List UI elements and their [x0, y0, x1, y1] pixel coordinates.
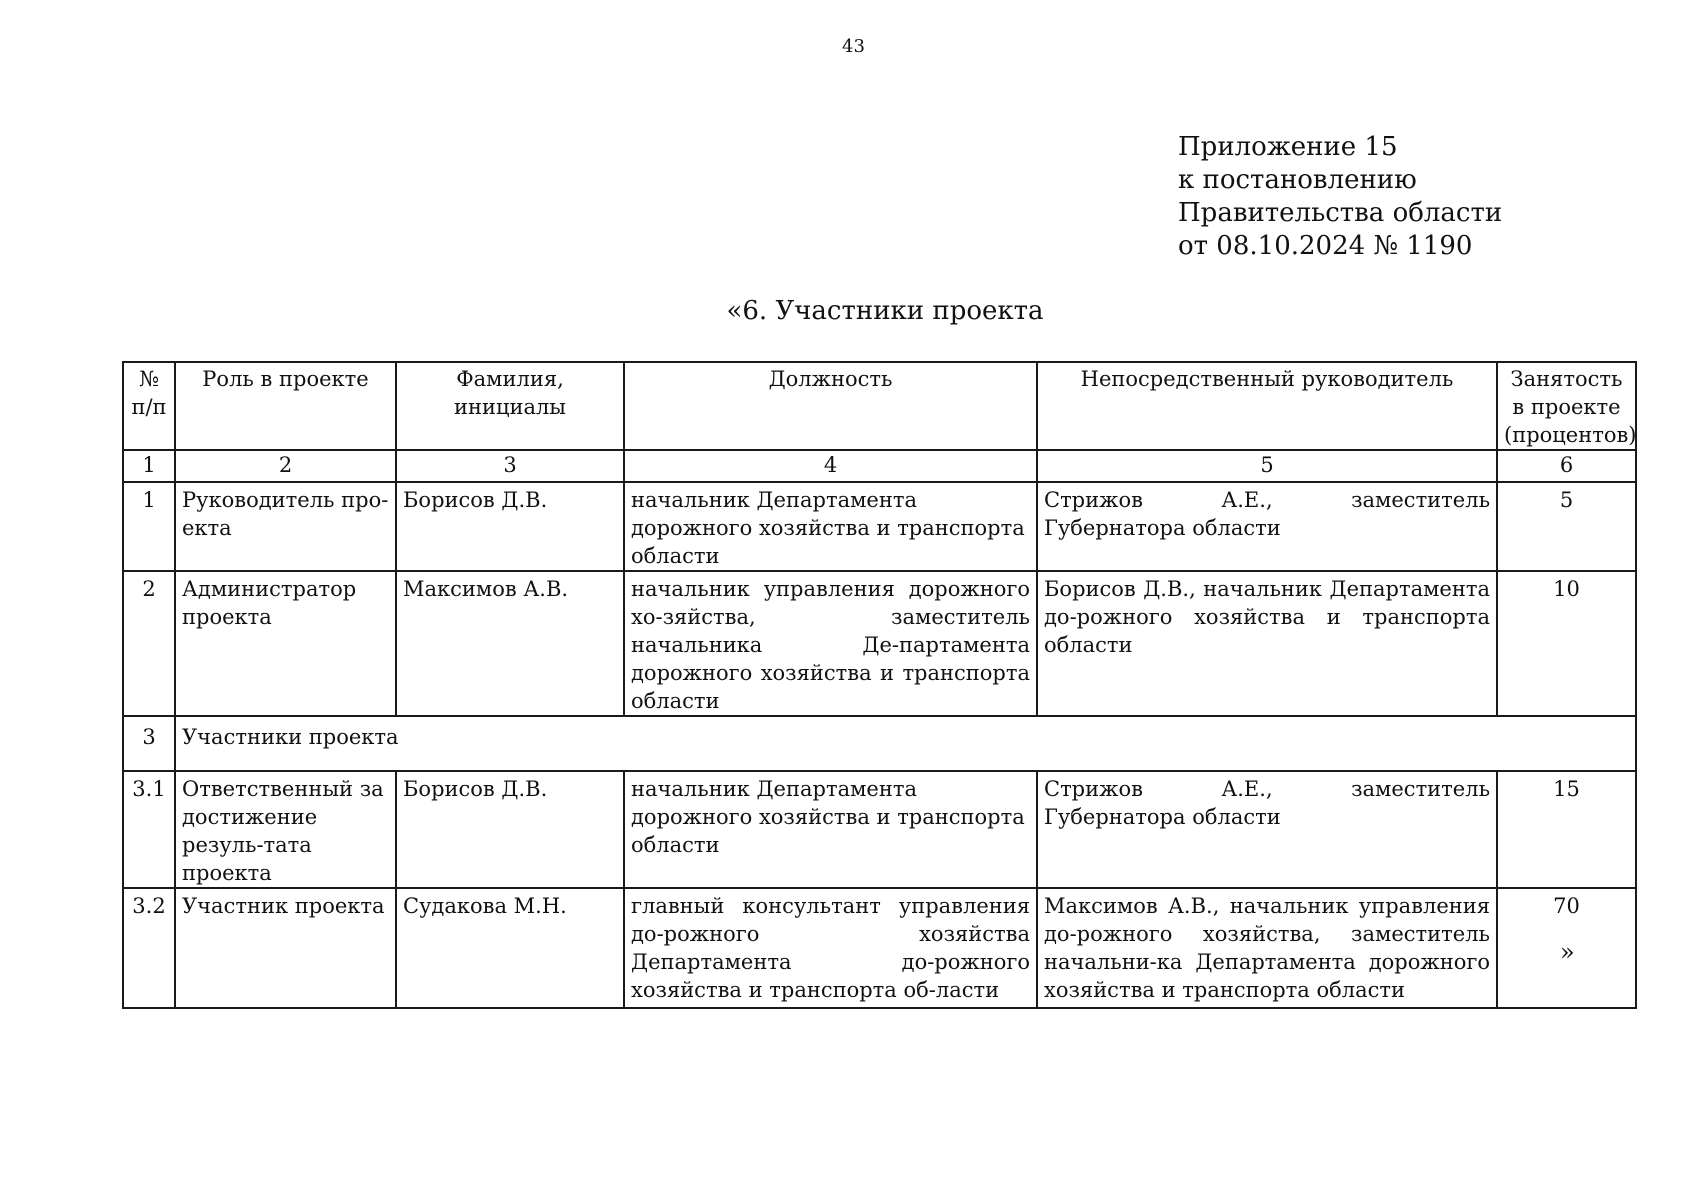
column-number: 5: [1037, 450, 1497, 482]
header-num: № п/п: [123, 362, 175, 450]
row-name: Борисов Д.В.: [396, 771, 624, 888]
row-role: Участник проекта: [175, 888, 396, 1008]
column-number: 3: [396, 450, 624, 482]
row-supervisor: Борисов Д.В., начальник Департамента до-рожного хозяйства и транспорта области: [1037, 571, 1497, 716]
row-position: начальник Департамента дорожного хозяйства и транспорта области: [624, 771, 1037, 888]
column-number: 1: [123, 450, 175, 482]
column-number: 2: [175, 450, 396, 482]
row-role: Руководитель про-екта: [175, 482, 396, 571]
header-position: Должность: [624, 362, 1037, 450]
table-row: [123, 771, 1636, 888]
row-load: 5: [1497, 482, 1636, 571]
row-position: начальник Департамента дорожного хозяйства и транспорта области: [624, 482, 1037, 571]
table-row: [123, 888, 1636, 1008]
row-role: Администратор проекта: [175, 571, 396, 716]
row-load: 15: [1497, 771, 1636, 888]
row-load: 70: [1497, 888, 1636, 1008]
row-supervisor: Стрижов А.Е., заместитель Губернатора области: [1037, 771, 1497, 888]
group-label: Участники проекта: [175, 716, 1636, 771]
row-load: 10: [1497, 571, 1636, 716]
row-name: Максимов А.В.: [396, 571, 624, 716]
row-position: начальник управления дорожного хо-зяйства, заместитель начальника Де-партамента дорожного хозяйства и транспорта области: [624, 571, 1037, 716]
page-number: 43: [842, 36, 865, 57]
closing-quote: »: [1560, 938, 1575, 966]
table-row: [123, 482, 1636, 571]
row-supervisor: Максимов А.В., начальник управления до-рожного хозяйства, заместитель начальни-ка Департамента дорожного хозяйства и транспорта области: [1037, 888, 1497, 1008]
appendix-line: Приложение 15: [1178, 132, 1398, 162]
appendix-line: к постановлению: [1178, 165, 1417, 195]
row-number: 2: [123, 571, 175, 716]
row-role: Ответственный за достижение резуль-тата проекта: [175, 771, 396, 888]
column-number-row: [123, 450, 1636, 482]
table-group-row: [123, 716, 1636, 771]
appendix-line: Правительства области: [1178, 198, 1503, 228]
header-name: Фамилия, инициалы: [396, 362, 624, 450]
column-number: 6: [1497, 450, 1636, 482]
row-number: 1: [123, 482, 175, 571]
row-supervisor: Стрижов А.Е., заместитель Губернатора области: [1037, 482, 1497, 571]
table-header-row: [123, 362, 1636, 450]
row-number: 3.1: [123, 771, 175, 888]
header-role: Роль в проекте: [175, 362, 396, 450]
header-supervisor: Непосредственный руководитель: [1037, 362, 1497, 450]
row-name: Судакова М.Н.: [396, 888, 624, 1008]
appendix-line: от 08.10.2024 № 1190: [1178, 231, 1473, 261]
row-position: главный консультант управления до-рожного хозяйства Департамента до-рожного хозяйства и транспорта об-ласти: [624, 888, 1037, 1008]
row-name: Борисов Д.В.: [396, 482, 624, 571]
header-load: Занятость в проекте (процентов): [1497, 362, 1636, 450]
column-number: 4: [624, 450, 1037, 482]
row-number: 3: [123, 716, 175, 771]
table-row: [123, 571, 1636, 716]
row-number: 3.2: [123, 888, 175, 1008]
participants-table: [122, 361, 1637, 1009]
section-title: «6. Участники проекта: [726, 296, 1044, 326]
appendix-header: [1178, 131, 1502, 263]
